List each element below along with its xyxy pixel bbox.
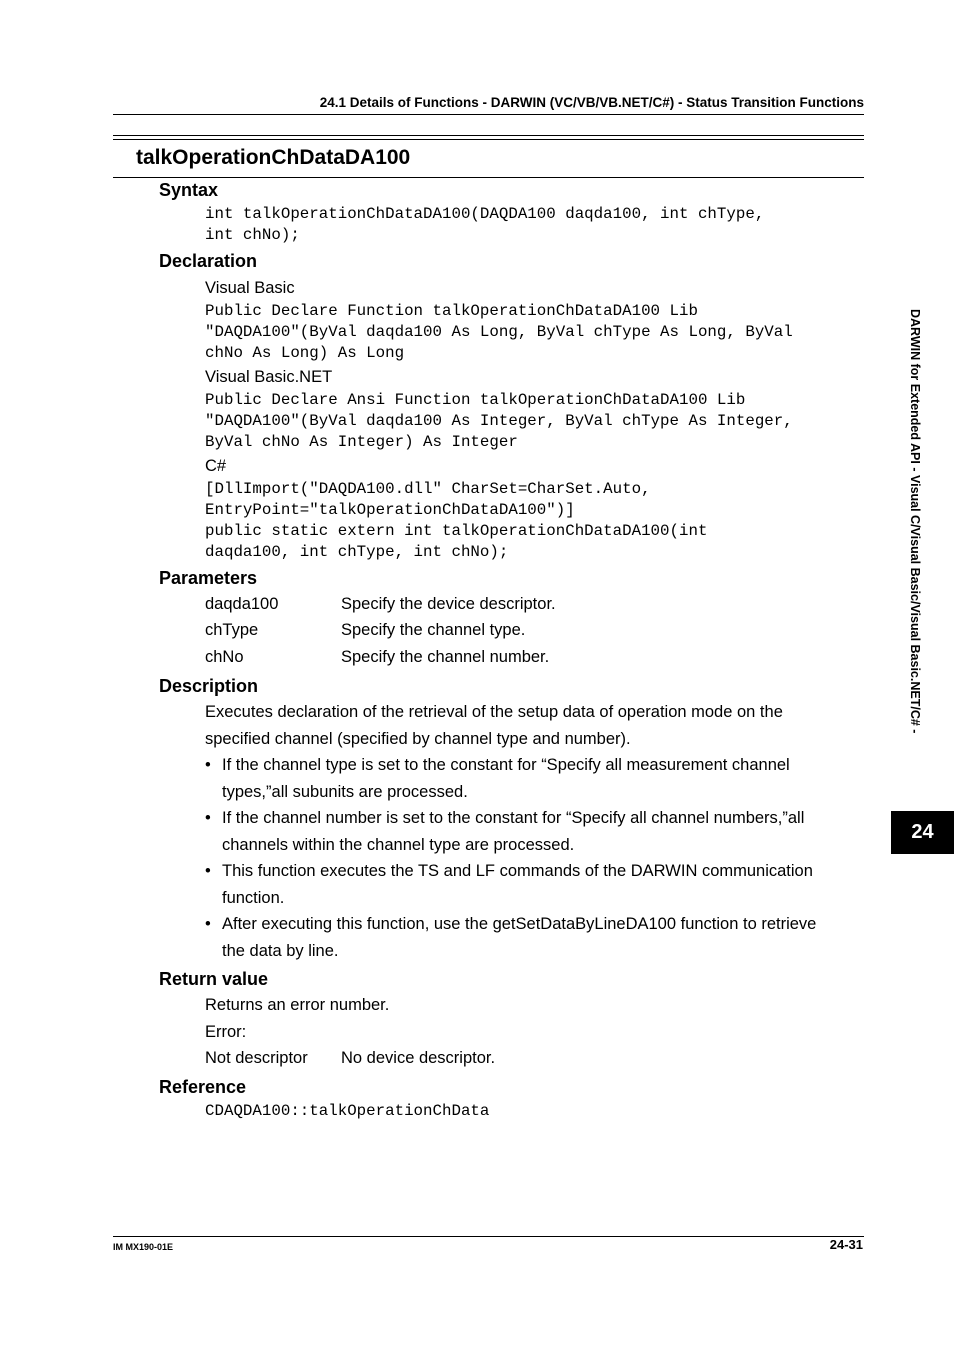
title-rule-top-1 (113, 135, 864, 136)
param-name: chNo (205, 648, 244, 666)
bullet-line: function. (222, 888, 285, 907)
bullet-dot: • (205, 915, 211, 933)
title-rule-bottom (113, 177, 864, 178)
cs-line: daqda100, int chType, int chNo); (205, 543, 509, 561)
cs-line: EntryPoint="talkOperationChDataDA100")] (205, 501, 575, 519)
syntax-line: int talkOperationChDataDA100(DAQDA100 daqda100, int chType, (205, 205, 765, 223)
error-label: Error: (205, 1023, 247, 1041)
page-number: 24-31 (829, 1237, 863, 1252)
bullet-dot: • (205, 809, 211, 827)
syntax-line: int chNo); (205, 226, 300, 244)
doc-id: IM MX190-01E (113, 1242, 174, 1252)
bullet-dot: • (205, 756, 211, 774)
description-line: specified channel (specified by channel type and number). (205, 730, 631, 748)
cs-line: public static extern int talkOperationChDataDA100(int (205, 522, 708, 540)
cs-code (205, 479, 707, 563)
reference-code: CDAQDA100::talkOperationChData (205, 1102, 490, 1120)
error-desc: No device descriptor. (341, 1049, 496, 1067)
return-value-heading: Return value (159, 969, 269, 989)
bullet-line: If the channel type is set to the constant for “Specify all measurement channel (222, 756, 790, 774)
bullet-line: the data by line. (222, 941, 339, 960)
vb-line: "DAQDA100"(ByVal daqda100 As Long, ByVal chType As Long, ByVal (205, 323, 793, 341)
description-line: Executes declaration of the retrieval of the setup data of operation mode on the (205, 703, 783, 721)
function-title: talkOperationChDataDA100 (136, 146, 411, 169)
title-rule-top-2 (113, 139, 864, 140)
vbnet-line: Public Declare Ansi Function talkOperationChDataDA100 Lib (205, 391, 746, 409)
param-name: chType (205, 621, 259, 639)
syntax-code (205, 204, 764, 246)
cs-label: C# (205, 457, 227, 475)
vb-code (205, 301, 793, 364)
description-heading: Description (159, 676, 259, 696)
vbnet-line: ByVal chNo As Integer) As Integer (205, 433, 518, 451)
bullet-item (205, 805, 865, 858)
declaration-heading: Declaration (159, 251, 258, 271)
cs-line: [DllImport("DAQDA100.dll" CharSet=CharSet.Auto, (205, 480, 651, 498)
bullet-line: After executing this function, use the getSetDataByLineDA100 function to retrieve (222, 915, 817, 933)
side-tab-label: DARWIN for Extended API - Visual C/Visual Basic/Visual Basic.NET/C# - (908, 309, 922, 734)
vb-line: Public Declare Function talkOperationChDataDA100 Lib (205, 302, 698, 320)
vbnet-line: "DAQDA100"(ByVal daqda100 As Integer, ByVal chType As Integer, (205, 412, 793, 430)
running-head: 24.1 Details of Functions - DARWIN (VC/VB/VB.NET/C#) - Status Transition Functions (319, 95, 864, 110)
param-desc: Specify the device descriptor. (341, 595, 556, 613)
vbnet-code (205, 390, 793, 453)
description-bullets (205, 752, 865, 964)
bullet-line: types,”all subunits are processed. (222, 782, 468, 801)
param-desc: Specify the channel type. (341, 621, 526, 639)
bullet-item (205, 911, 865, 964)
return-value-text: Returns an error number. (205, 996, 390, 1014)
parameters-heading: Parameters (159, 568, 258, 588)
bullet-line: This function executes the TS and LF commands of the DARWIN communication (222, 862, 813, 880)
header-rule (113, 114, 864, 115)
reference-heading: Reference (159, 1077, 247, 1097)
bullet-line: channels within the channel type are processed. (222, 835, 575, 854)
param-desc: Specify the channel number. (341, 648, 550, 666)
vbnet-label: Visual Basic.NET (205, 368, 333, 386)
description-text (205, 699, 783, 753)
error-name: Not descriptor (205, 1049, 308, 1067)
bullet-item (205, 858, 865, 911)
bullet-item (205, 752, 865, 805)
vb-line: chNo As Long) As Long (205, 344, 405, 362)
bullet-line: If the channel number is set to the constant for “Specify all channel numbers,”all (222, 809, 805, 827)
footer-rule (113, 1236, 864, 1237)
syntax-heading: Syntax (159, 180, 219, 200)
param-name: daqda100 (205, 595, 279, 613)
bullet-dot: • (205, 862, 211, 880)
chapter-number-badge: 24 (891, 811, 954, 854)
vb-label: Visual Basic (205, 279, 295, 297)
